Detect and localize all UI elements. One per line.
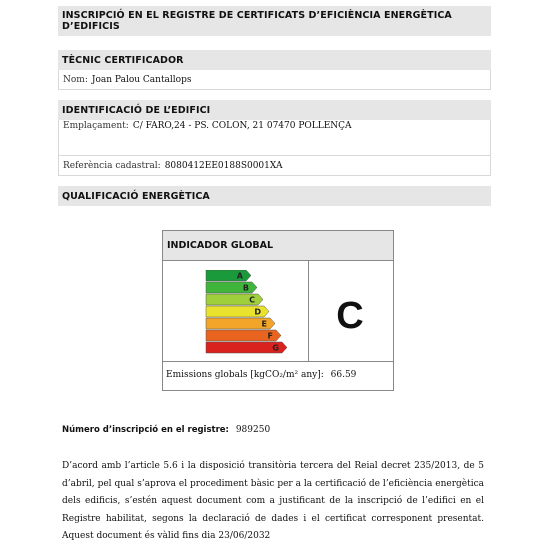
scale-letter-a: A [236,271,243,281]
scale-letter-c: C [249,295,255,305]
tecnic-name-label: Nom: [63,75,88,85]
scale-bar-a [206,270,251,281]
emissions-row [166,370,356,380]
registre-label: Número d’inscripció en el registre: [62,425,229,435]
section-tecnic-title: TÈCNIC CERTIFICADOR [62,54,184,66]
energy-rating: C [336,295,364,337]
document-title-text: INSCRIPCIÓ EN EL REGISTRE DE CERTIFICATS D’EFICIÈNCIA ENERGÈTICA D’EDIFICIS [62,10,452,32]
scale-letter-g: G [272,343,279,353]
scale-letter-e: E [261,319,267,329]
edifici-cadastral-row [58,156,491,176]
indicator-title [163,231,393,261]
scale-letter-f: F [267,331,273,341]
cadastral-label: Referència cadastral: [63,161,161,171]
location-value: C/ FARO,24 - PS. COLON, 21 07470 POLLENÇA [132,121,352,131]
indicator-divider [308,261,309,361]
indicator-hline [163,361,393,362]
emissions-label: Emissions globals [kgCO₂/m² any]: [166,370,324,380]
energy-scale [200,270,300,354]
location-label: Emplaçament: [63,121,129,131]
tecnic-name-value: Joan Palou Cantallops [91,75,192,85]
registre-value: 989250 [235,425,271,435]
section-tecnic [58,50,491,70]
registre-row [62,425,270,435]
scale-bar-b [206,282,257,293]
section-qualificacio-title: QUALIFICACIÓ ENERGÈTICA [62,190,210,202]
indicator-title-text: INDICADOR GLOBAL [167,240,274,251]
tecnic-name-row [58,70,491,90]
scale-letter-d: D [254,307,261,317]
legal-paragraph: D’acord amb l’article 5.6 i la disposició transitòria tercera del Reial decret 235/2013, de 5 d’abril, pel qual s’aprova el procediment bàsic per a la certificació de l’eficiència energètica dels edificis, s’estén aquest document com a justificant de la inscripció de l’edifici en el Registre habilitat, segons la declaració de dades i el certificat corresponent presentat. Aquest document és vàlid fins dia 23/06/2032 [62,461,484,542]
section-edifici-title: IDENTIFICACIÓ DE L’EDIFICI [62,104,211,116]
edifici-location-row [58,120,491,156]
document-title [58,6,491,36]
cadastral-value: 8080412EE0188S0001XA [164,161,283,171]
section-edifici [58,100,491,120]
section-qualificacio [58,186,491,206]
emissions-value: 66.59 [330,370,357,380]
scale-letter-b: B [242,283,249,293]
